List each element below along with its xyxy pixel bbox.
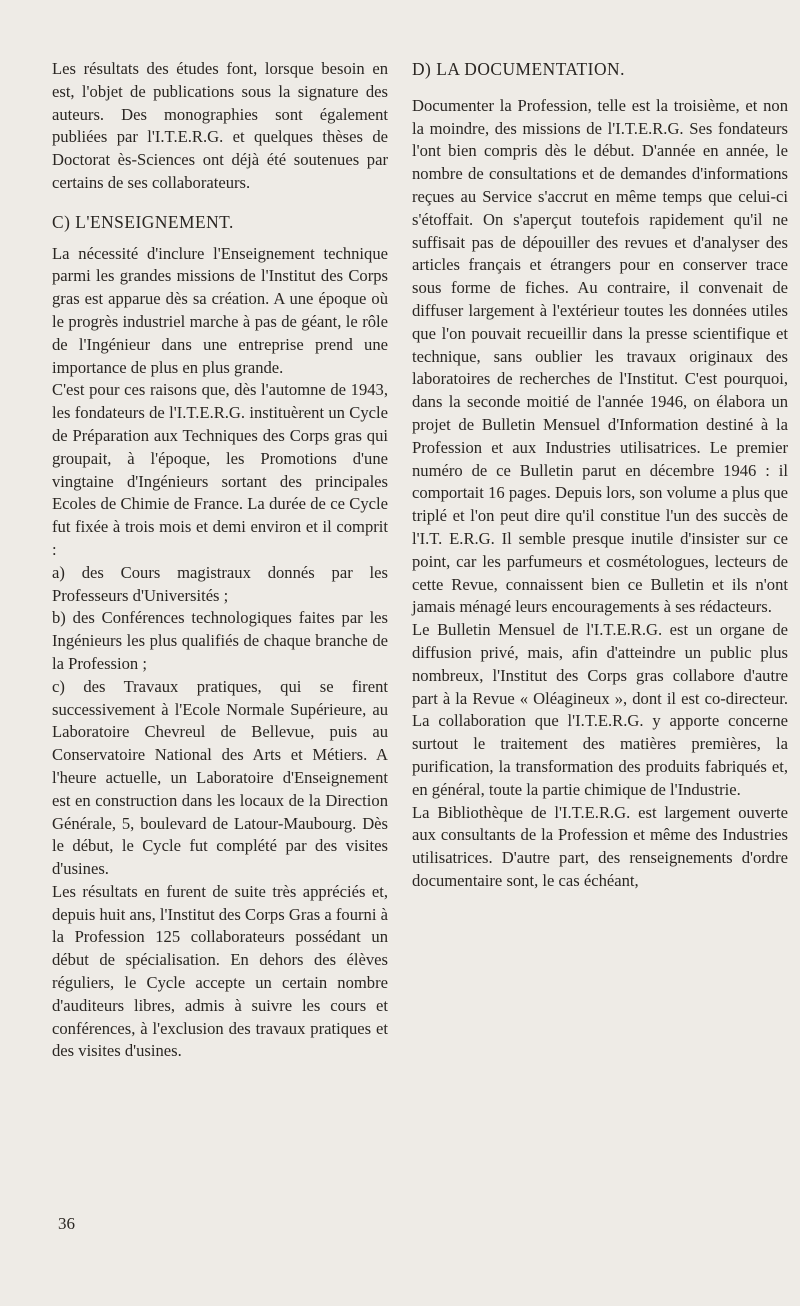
paragraph: Documenter la Profession, telle est la troisième, et non la moindre, des missions de l'I.T.E.R.G. Ses fondateurs l'ont bien compris dès le début. D'année en année, le nombre de consultations et de demandes d'informations reçues au Service s'accrut en même temps que celui-ci s'étoffait. On s'aperçut toutefois rapidement qu'il ne suffisait pas de dépouiller des revues et d'analyser des articles français et étrangers pour en conserver trace sous forme de fiches. Au contraire, il convenait de diffuser largement à l'extérieur toutes les données utiles que l'on pouvait recueillir dans la presse scientifique et technique, sans oublier les travaux originaux des laboratoires de recherches de l'Institut. C'est pourquoi, dans la seconde moitié de l'année 1946, on élabora un projet de Bulletin Mensuel d'Information destiné à la Profession et aux Industries utilisatrices. Le premier numéro de ce Bulletin parut en décembre 1946 : il comportait 16 pages. Depuis lors, son volume a plus que triplé et l'on peut dire qu'il constitue l'un des succès de l'I.T. E.R.G. Il semble presque inutile d'insister sur ce point, car les parfumeurs et cosmétologues, lecteurs de cette Revue, connaissent bien ce Bulletin et ils n'ont jamais ménagé leurs encouragements à ses rédacteurs. [412,95,788,617]
paragraph: La nécessité d'inclure l'Enseignement technique parmi les grandes missions de l'Institut des Corps gras est apparue dès sa création. A une époque où le progrès industriel marche à pas de géant, le rôle de l'Ingénieur dans une entreprise prend une importance de plus en plus grande. [52,243,388,377]
page-number: 36 [58,1214,75,1233]
section-heading-documentation: D) LA DOCUMENTATION. [412,59,625,79]
list-item-a: a) des Cours magistraux donnés par les Professeurs d'Universités ; [52,562,388,605]
list-item-c: c) des Travaux pratiques, qui se firent successivement à l'Ecole Normale Supérieure, au Laboratoire Chevreul de Bellevue, puis au Conservatoire National des Arts et Métiers. A l'heure actuelle, un Laboratoire d'Enseignement est en construction dans les locaux de la Direction Générale, 5, boulevard de Latour-Maubourg. Dès le début, le Cycle fut complété par des visites d'usines. [52,676,388,879]
left-column [52,58,388,1063]
paragraph: C'est pour ces raisons que, dès l'automne de 1943, les fondateurs de l'I.T.E.R.G. instituèrent un Cycle de Préparation aux Techniques des Corps gras qui groupait, à l'époque, les Promotions d'une vingtaine d'Ingénieurs sortant des principales Ecoles de Chimie de France. La durée de ce Cycle fut fixée à trois mois et demi environ et il comprit : [52,380,388,559]
section-heading-enseignement: C) L'ENSEIGNEMENT. [52,211,234,232]
paragraph: La Bibliothèque de l'I.T.E.R.G. est largement ouverte aux consultants de la Profession et même des Industries utilisatrices. D'autre part, des renseignements d'ordre documentaire sont, le cas échéant, [412,802,788,890]
intro-paragraph: Les résultats des études font, lorsque besoin en est, l'objet de publications sous la signature des auteurs. Des monographies sont également publiées par l'I.T.E.R.G. et quelques thèses de Doctorat ès-Sciences ont déjà été soutenues par certains de ses collaborateurs. [52,59,388,192]
paragraph: Le Bulletin Mensuel de l'I.T.E.R.G. est un organe de diffusion privé, mais, afin d'atteindre un public plus nombreux, l'Institut des Corps gras collabore d'autre part à la Revue « Oléagineux », dont il est co-directeur. La collaboration que l'I.T.E.R.G. y apporte concerne surtout le traitement des matières premières, la purification, la transformation des produits fabriqués et, en général, toute la partie chimique de l'Industrie. [412,620,788,799]
right-column [412,58,788,893]
list-item-b: b) des Conférences technologiques faites par les Ingénieurs les plus qualifiés de chaque branche de la Profession ; [52,608,388,673]
paragraph: Les résultats en furent de suite très appréciés et, depuis huit ans, l'Institut des Corps Gras a fourni à la Profession 125 collaborateurs possédant un début de spécialisation. En dehors des élèves réguliers, le Cycle accepte un certain nombre d'auditeurs libres, admis à suivre les cours et conférences, à l'exclusion des travaux pratiques et des visites d'usines. [52,881,388,1061]
